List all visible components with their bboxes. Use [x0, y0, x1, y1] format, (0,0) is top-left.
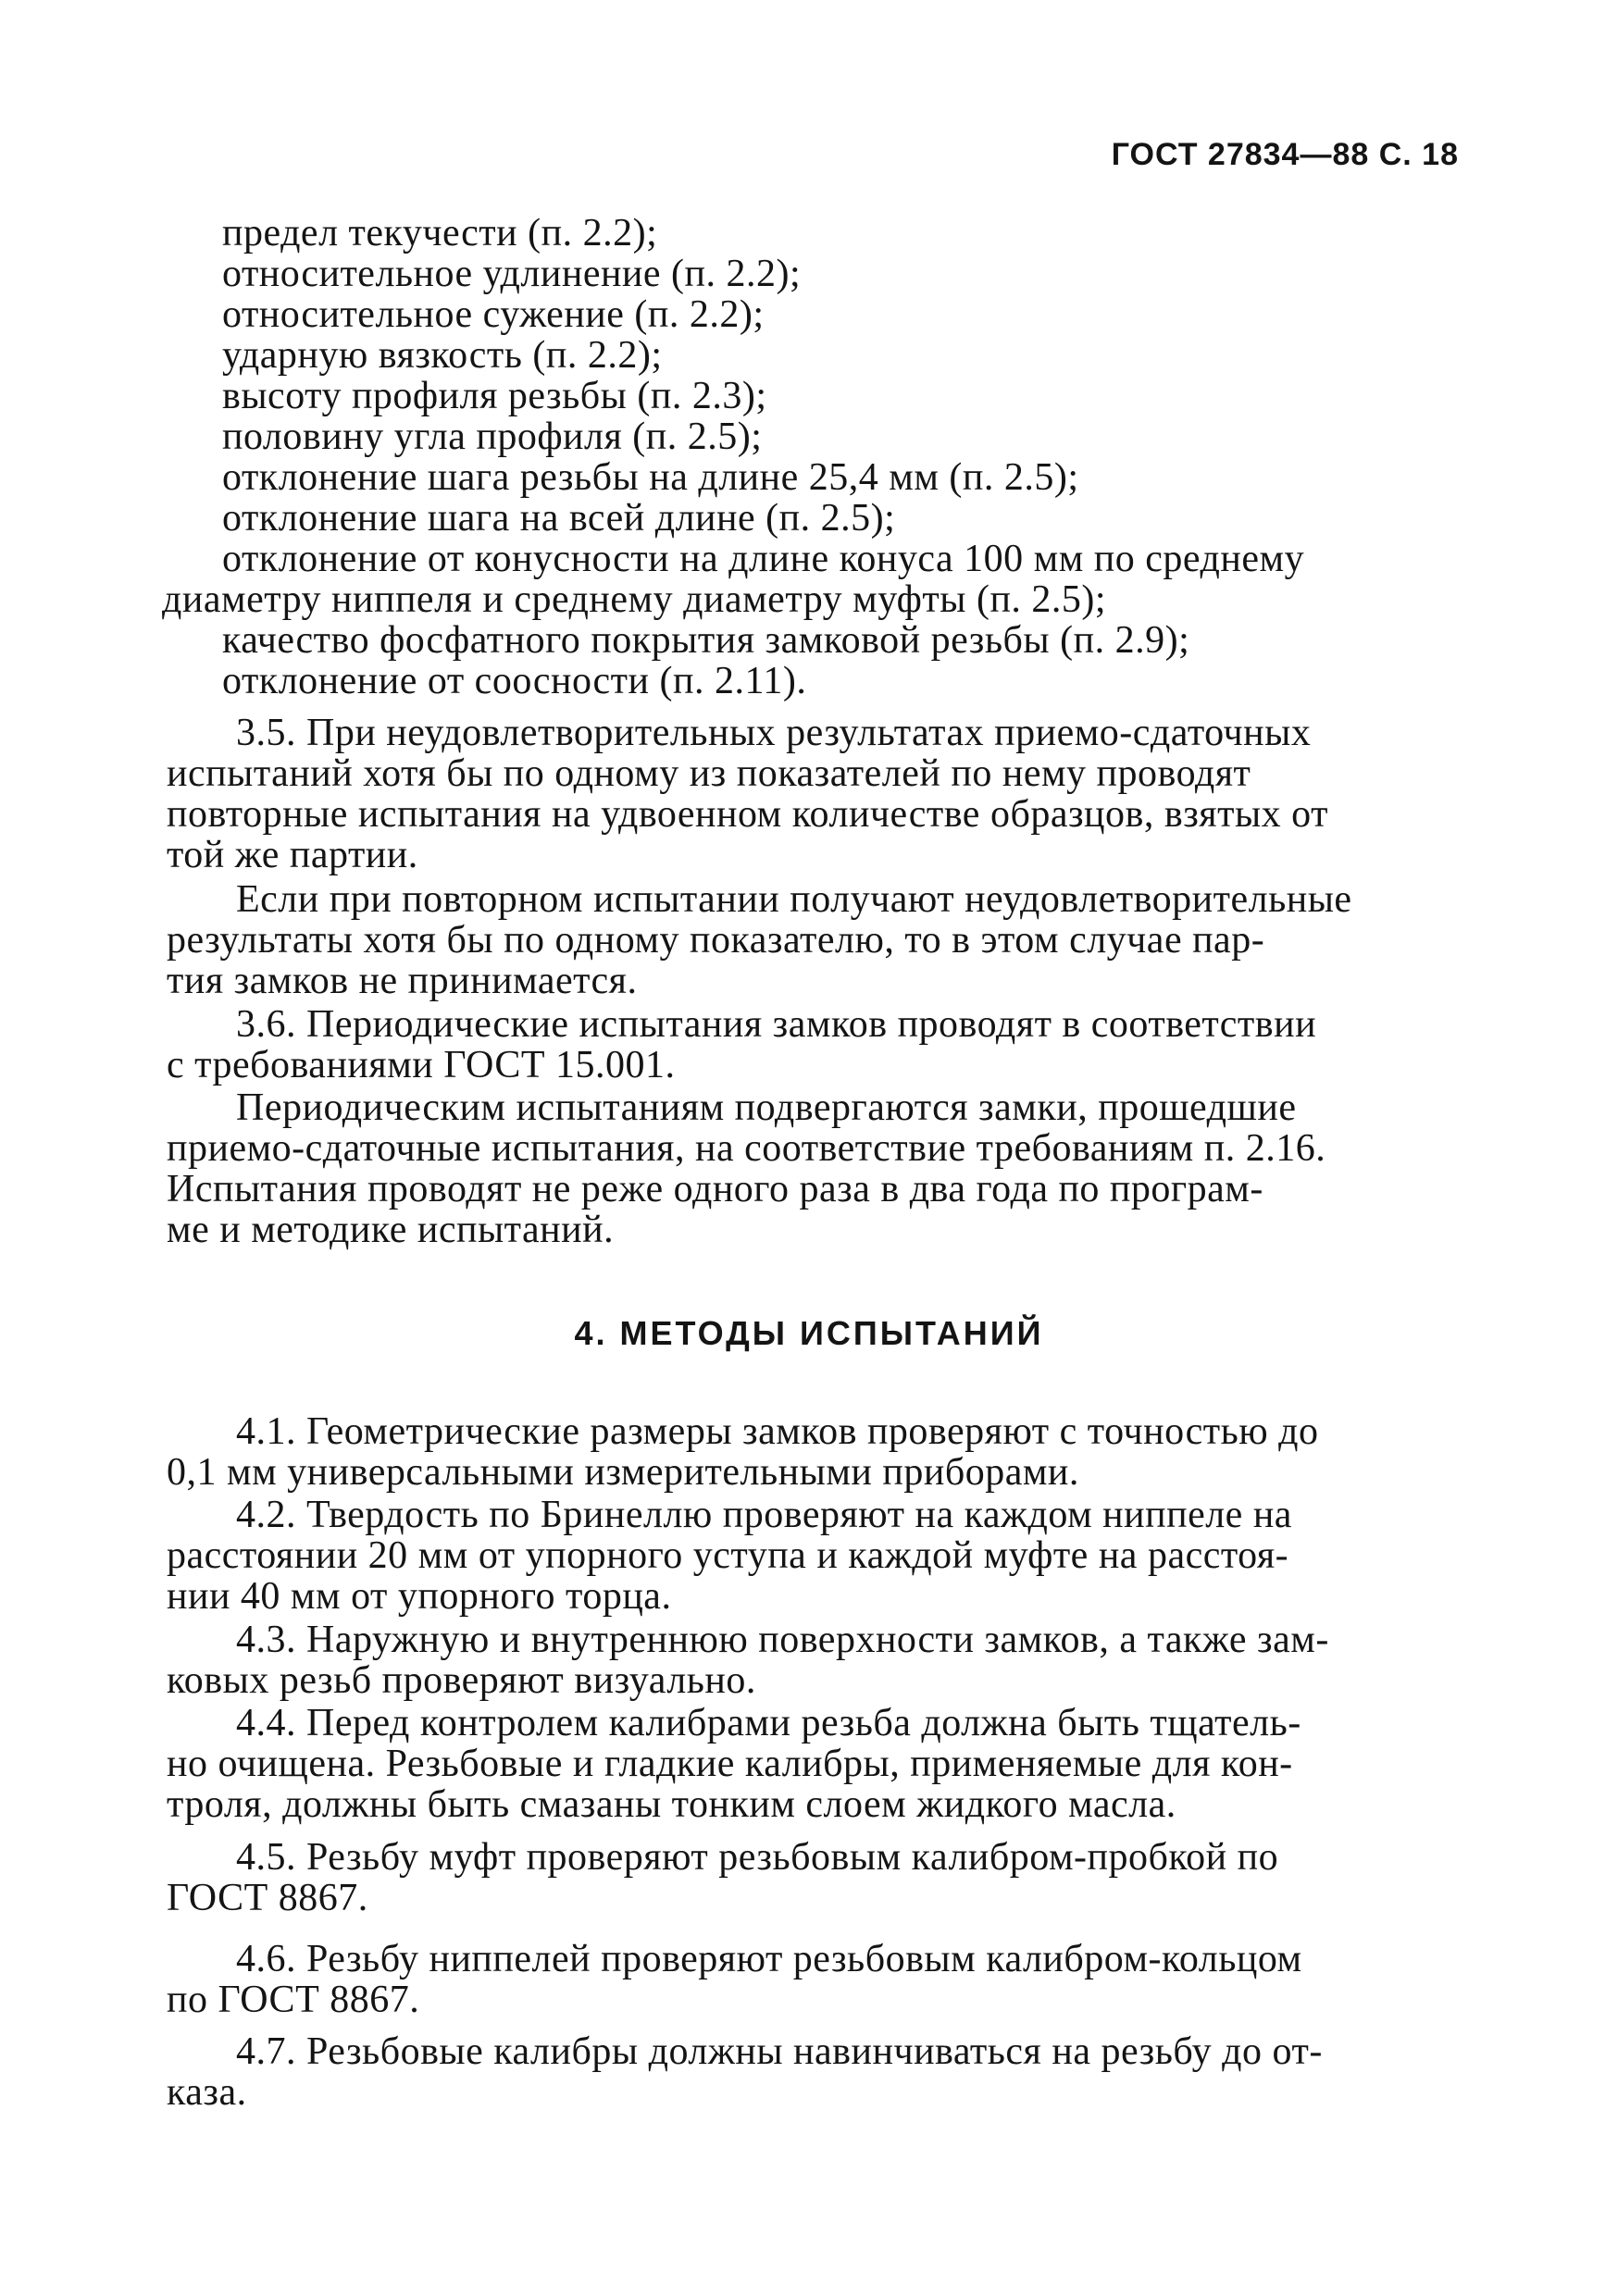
paragraph-4-7: [167, 2031, 1462, 2113]
list-item: высоту профиля резьбы (п. 2.3);: [222, 375, 767, 417]
list-item: отклонение шага на всей длине (п. 2.5);: [222, 497, 896, 540]
text-line: с требованиями ГОСТ 15.001.: [167, 1044, 676, 1086]
text-line: 4.4. Перед контролем калибрами резьба должна быть тщатель-: [236, 1702, 1301, 1744]
list-item: отклонение от соосности (п. 2.11).: [222, 660, 807, 702]
list-item: предел текучести (п. 2.2);: [222, 212, 658, 254]
list-item: качество фосфатного покрытия замковой резьбы (п. 2.9);: [222, 619, 1190, 662]
text-line: троля, должны быть смазаны тонким слоем жидкого масла.: [167, 1783, 1176, 1826]
text-line: 4.7. Резьбовые калибры должны навинчиваться на резьбу до от-: [236, 2030, 1323, 2073]
text-line: 4.3. Наружную и внутреннюю поверхности замков, а также зам-: [236, 1619, 1329, 1661]
text-line: тия замков не принимается.: [167, 960, 638, 1002]
text-line: каза.: [167, 2071, 247, 2114]
text-line: результаты хотя бы по одному показателю, то в этом случае пар-: [167, 919, 1265, 962]
list-item: относительное удлинение (п. 2.2);: [222, 253, 802, 295]
text-line: ковых резьб проверяют визуально.: [167, 1659, 756, 1702]
text-line: по ГОСТ 8867.: [167, 1979, 420, 2021]
text-line: испытаний хотя бы по одному из показателей по нему проводят: [167, 752, 1251, 795]
list-item: отклонение шага резьбы на длине 25,4 мм (п. 2.5);: [222, 456, 1079, 499]
text-line: расстоянии 20 мм от упорного уступа и каждой муфте на расстоя-: [167, 1534, 1289, 1577]
text-line: 0,1 мм универсальными измерительными приборами.: [167, 1451, 1079, 1494]
text-line: Если при повторном испытании получают неудовлетворительные: [236, 878, 1352, 921]
section-title: 4. МЕТОДЫ ИСПЫТАНИЙ: [574, 1314, 1044, 1352]
list-item: отклонение от конусности на длине конуса 100 мм по среднему: [222, 538, 1305, 580]
text-line: Периодическим испытаниям подвергаются замки, прошедшие: [236, 1086, 1297, 1129]
list-item: половину угла профиля (п. 2.5);: [222, 416, 763, 458]
paragraph-4-6: [167, 1939, 1462, 2020]
list-item: диаметру ниппеля и среднему диаметру муфты (п. 2.5);: [162, 578, 1107, 621]
paragraph-3-6: [167, 1004, 1462, 1086]
text-line: 4.2. Твердость по Бринеллю проверяют на каждом ниппеле на: [236, 1494, 1292, 1536]
text-line: ме и методике испытаний.: [167, 1209, 615, 1251]
page-header: ГОСТ 27834—88 С. 18: [1111, 137, 1459, 172]
paragraph-4-3: [167, 1620, 1462, 1701]
text-line: 3.5. При неудовлетворительных результатах приемо-сдаточных: [236, 712, 1312, 754]
paragraph-4-2: [167, 1495, 1462, 1617]
list-item: ударную вязкость (п. 2.2);: [222, 334, 663, 377]
paragraph-4-1: [167, 1411, 1462, 1493]
text-line: Испытания проводят не реже одного раза в два года по програм-: [167, 1168, 1263, 1210]
text-line: но очищена. Резьбовые и гладкие калибры, применяемые для кон-: [167, 1743, 1293, 1785]
text-line: нии 40 мм от упорного торца.: [167, 1575, 672, 1618]
paragraph-4-4: [167, 1703, 1462, 1825]
text-line: 4.1. Геометрические размеры замков проверяют с точностью до: [236, 1410, 1319, 1453]
text-line: 4.5. Резьбу муфт проверяют резьбовым калибром-пробкой по: [236, 1836, 1279, 1879]
text-line: 3.6. Периодические испытания замков проводят в соответствии: [236, 1003, 1317, 1046]
paragraph-3-5-repeat: [167, 879, 1462, 1001]
paragraph-4-5: [167, 1837, 1462, 1918]
list-item: относительное сужение (п. 2.2);: [222, 293, 765, 336]
paragraph-3-6-periodic: [167, 1087, 1462, 1250]
paragraph-3-5: [167, 713, 1462, 875]
text-line: ГОСТ 8867.: [167, 1877, 368, 1919]
text-line: 4.6. Резьбу ниппелей проверяют резьбовым калибром-кольцом: [236, 1938, 1302, 1980]
text-line: приемо-сдаточные испытания, на соответствие требованиям п. 2.16.: [167, 1127, 1326, 1170]
text-line: повторные испытания на удвоенном количестве образцов, взятых от: [167, 793, 1328, 836]
text-line: той же партии.: [167, 834, 418, 876]
characteristics-list: [162, 213, 1458, 701]
